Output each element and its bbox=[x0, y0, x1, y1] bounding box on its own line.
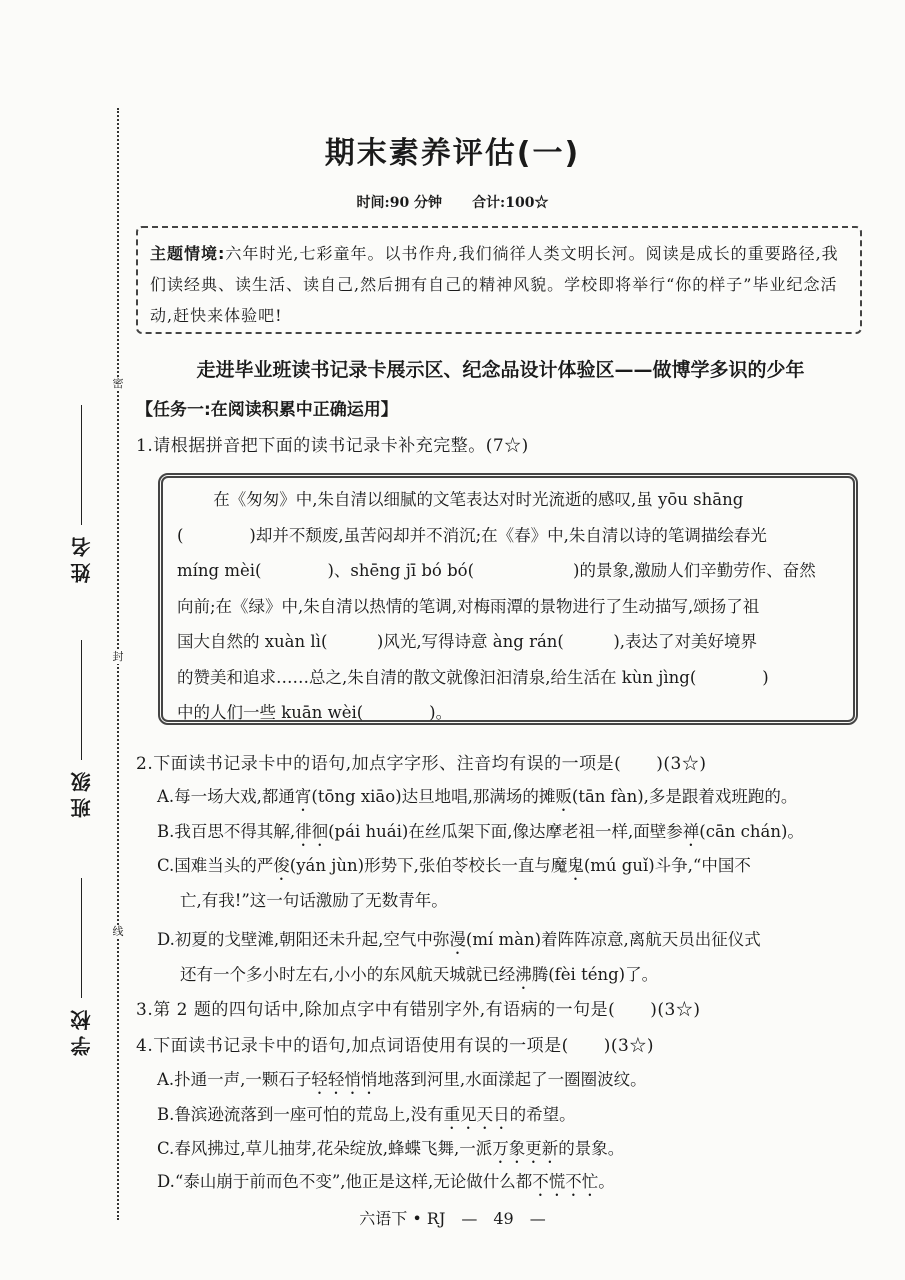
page-title: 期末素养评估(一) bbox=[324, 136, 581, 171]
card-line: 的赞美和追求……总之,朱自清的散文就像汩汩清泉,给生活在 kùn jìng( ) bbox=[177, 667, 769, 687]
option-text: 。 bbox=[598, 1172, 615, 1191]
option-text: 的景象。 bbox=[558, 1139, 625, 1158]
theme-text: 六年时光,七彩童年。以书作舟,我们徜徉人类文明长河。阅读是成长的重要路径,我们读经典、读生活、读自己,然后拥有自己的精神风貌。学校即将举行“你的样子”毕业纪念活动,赶快来体验吧! bbox=[150, 244, 839, 325]
school-field[interactable] bbox=[58, 878, 104, 1056]
option-text: C.春风拂过,草儿抽芽,花朵绽放,蜂蝶飞舞,一派 bbox=[157, 1139, 493, 1158]
option-text: C.国难当头的严 bbox=[157, 856, 274, 875]
dotted-char: 宵 bbox=[294, 787, 312, 806]
name-write-line[interactable] bbox=[81, 405, 82, 525]
option-text: (yán jùn)形势下,张伯苓校长一直与魔 bbox=[289, 856, 568, 875]
option-text: 地落到河里,水面漾起了一圈圈波纹。 bbox=[377, 1070, 647, 1089]
q2-option-a[interactable] bbox=[157, 783, 797, 815]
class-field[interactable] bbox=[58, 640, 104, 818]
school-write-line[interactable] bbox=[81, 878, 82, 998]
time-limit: 时间:90 分钟 bbox=[356, 195, 443, 211]
option-text: 还有一个多小时左右,小小的东风航天城就已经 bbox=[180, 965, 516, 984]
option-text: B.我百思不得其解, bbox=[157, 822, 296, 841]
section-heading: 走进毕业班读书记录卡展示区、纪念品设计体验区——做博学多识的少年 bbox=[196, 359, 805, 381]
option-text: (tān fàn),多是跟着戏班跑的。 bbox=[571, 787, 798, 806]
theme-box bbox=[136, 226, 862, 334]
dotted-char: 俊 bbox=[273, 856, 290, 875]
dotted-char: 禅 bbox=[682, 822, 700, 841]
q2-option-b[interactable] bbox=[157, 818, 804, 850]
dotted-char: 贩 bbox=[555, 787, 572, 806]
card-line: 在《匆匆》中,朱自清以细腻的文笔表达对时光流逝的感叹,虽 yōu shāng bbox=[213, 490, 744, 509]
question-2-stem: 2.下面读书记录卡中的语句,加点字字形、注音均有误的一项是( )(3☆) bbox=[136, 754, 707, 774]
binding-word-mi: 密 bbox=[109, 377, 127, 391]
question-1-stem: 1.请根据拼音把下面的读书记录卡补充完整。(7☆) bbox=[136, 436, 529, 456]
q4-option-c[interactable] bbox=[157, 1135, 624, 1167]
reading-card bbox=[158, 473, 858, 725]
total-score: 合计:100☆ bbox=[472, 195, 549, 211]
option-text: B.鲁滨逊流落到一座可怕的荒岛上,没有 bbox=[157, 1105, 444, 1124]
question-4-stem: 4.下面读书记录卡中的语句,加点词语使用有误的一项是( )(3☆) bbox=[136, 1036, 654, 1056]
q2-option-c-cont: 亡,有我!”这一句话激励了无数青年。 bbox=[180, 891, 448, 910]
dotted-word: 万象更新 bbox=[492, 1139, 559, 1158]
name-field[interactable] bbox=[58, 405, 104, 583]
school-label: 学校 bbox=[69, 1004, 94, 1056]
option-text: (mú guǐ)斗争,“中国不 bbox=[583, 856, 751, 875]
dotted-char: 漫 bbox=[449, 930, 466, 949]
binding-word-xian: 线 bbox=[109, 925, 127, 939]
theme-label: 主题情境: bbox=[150, 244, 226, 263]
dotted-word: 不慌不忙 bbox=[532, 1172, 599, 1191]
q4-option-b[interactable] bbox=[157, 1101, 576, 1133]
q4-option-a[interactable] bbox=[157, 1066, 647, 1098]
q2-option-d-cont bbox=[180, 961, 658, 993]
card-line: 中的人们一些 kuān wèi( )。 bbox=[177, 703, 453, 722]
dotted-char: 沸 bbox=[515, 965, 532, 984]
dotted-char: 鬼 bbox=[567, 856, 584, 875]
option-text: (tōng xiāo)达旦地唱,那满场的摊 bbox=[311, 787, 556, 806]
card-line: ( )却并不颓废,虽苦闷却并不消沉;在《春》中,朱自清以诗的笔调描绘春光 bbox=[177, 525, 767, 545]
option-text: (cān chán)。 bbox=[699, 822, 804, 841]
dotted-char: 徘徊 bbox=[295, 822, 329, 841]
q4-option-d[interactable] bbox=[157, 1168, 615, 1200]
option-text: 腾(fèi téng)了。 bbox=[531, 965, 659, 984]
dotted-word: 重见天日 bbox=[443, 1105, 510, 1124]
binding-word-feng: 封 bbox=[109, 650, 127, 664]
option-text: A.每一场大戏,都通 bbox=[157, 787, 295, 806]
option-text: (mí màn)着阵阵凉意,离航天员出征仪式 bbox=[465, 930, 761, 949]
q2-option-c[interactable] bbox=[157, 852, 751, 884]
card-line: 向前;在《绿》中,朱自清以热情的笔调,对梅雨潭的景物进行了生动描写,颂扬了祖 bbox=[177, 596, 760, 616]
option-text: 的希望。 bbox=[509, 1105, 576, 1124]
option-text: D.初夏的戈壁滩,朝阳还未升起,空气中弥 bbox=[157, 930, 450, 949]
dotted-word: 轻轻悄悄 bbox=[311, 1070, 378, 1089]
name-label: 姓名 bbox=[69, 531, 94, 583]
option-text: D.“泰山崩于前而色不变”,他正是这样,无论做什么都 bbox=[157, 1172, 533, 1191]
q2-option-d[interactable] bbox=[157, 926, 761, 958]
question-3-stem: 3.第 2 题的四句话中,除加点字中有错别字外,有语病的一句是( )(3☆) bbox=[136, 1000, 701, 1020]
page-footer: 六语下 • RJ — 49 — bbox=[359, 1209, 546, 1228]
class-label: 班级 bbox=[69, 766, 94, 818]
binding-dotted-line bbox=[117, 108, 119, 1220]
task-heading: 【任务一:在阅读积累中正确运用】 bbox=[136, 400, 398, 420]
card-line: 国大自然的 xuàn lì( )风光,写得诗意 àng rán( ),表达了对美好境界 bbox=[177, 632, 758, 651]
exam-meta bbox=[0, 192, 905, 212]
card-line: míng mèi( )、shēng jī bó bó( )的景象,激励人们辛勤劳作、奋然 bbox=[177, 561, 816, 580]
option-text: (pái huái)在丝瓜架下面,像达摩老祖一样,面壁参 bbox=[328, 822, 683, 841]
class-write-line[interactable] bbox=[81, 640, 82, 760]
option-text: A.扑通一声,一颗石子 bbox=[157, 1070, 312, 1089]
